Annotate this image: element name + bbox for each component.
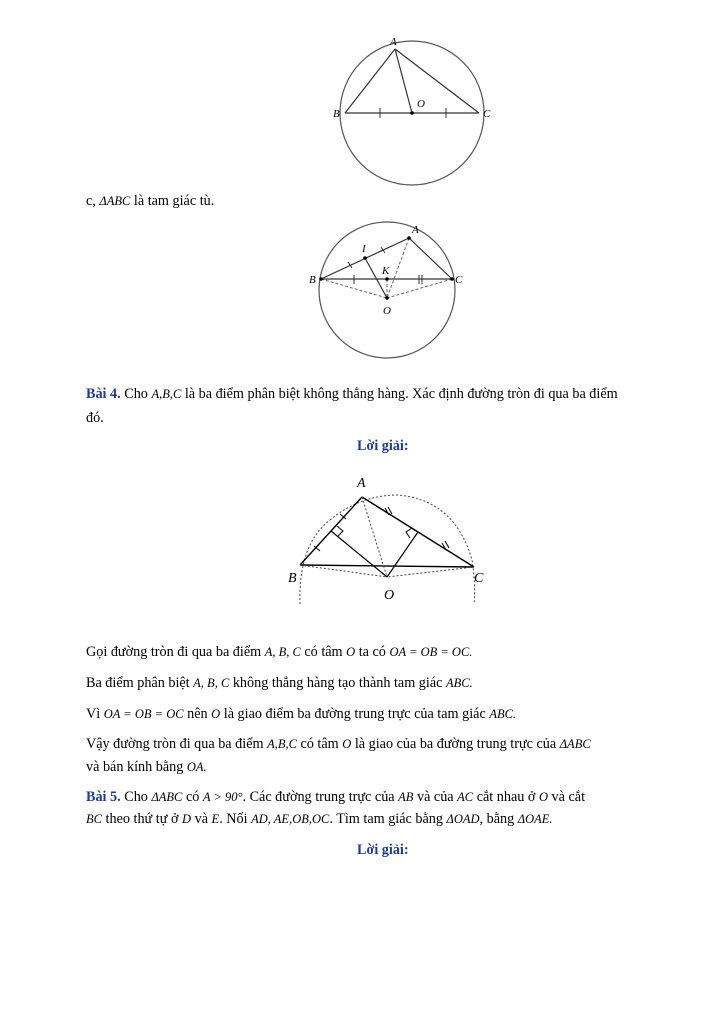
figure-circumcircle-construction (280, 465, 500, 610)
fig1-label-b: B (333, 108, 340, 120)
bai4-label: Bài 4. (86, 386, 121, 402)
fig2-label-c: C (455, 274, 463, 286)
sol4-line5: và bán kính bằng OA. (86, 759, 207, 775)
bai5-line1: Bài 5. Cho ΔABC có A > 90°. Các đường trung trực của AB và của AC cắt nhau ở O và cắt (86, 789, 586, 805)
bai5-line2: BC theo thứ tự ở D và E. Nối AD, AE,OB,OC. Tìm tam giác bằng ΔOAD, bằng ΔOAE. (86, 811, 553, 827)
sol4-line1: Gọi đường tròn đi qua ba điểm A, B, C có tâm O ta có OA = OB = OC. (86, 644, 473, 660)
fig3-label-o: O (384, 588, 395, 603)
fig2-label-a: A (412, 224, 419, 236)
part-c-line: c, ΔABC là tam giác tù. (86, 193, 215, 209)
fig1-label-a: A (390, 36, 397, 48)
bai5-label: Bài 5. (86, 789, 121, 805)
fig3-label-c: C (474, 571, 484, 586)
fig1-label-c: C (483, 108, 491, 120)
bai4-line1: Bài 4. Cho A,B,C là ba điểm phân biệt không thẳng hàng. Xác định đường tròn đi qua ba điểm (86, 386, 618, 402)
sol4-line3: Vì OA = OB = OC nên O là giao điểm ba đường trung trực của tam giác ABC. (86, 706, 517, 722)
sol4-line4: Vậy đường tròn đi qua ba điểm A,B,C có tâm O là giao của ba đường trung trực của ΔABC (86, 736, 591, 752)
fig2-label-o: O (383, 305, 391, 317)
fig3-label-b: B (288, 571, 297, 586)
fig1-label-o: O (417, 98, 425, 110)
bai4-line2: đó. (86, 410, 104, 426)
fig2-label-k: K (382, 265, 390, 277)
fig2-label-b: B (309, 274, 316, 286)
fig3-label-a: A (357, 476, 366, 491)
figure-circle-right-triangle (325, 30, 505, 205)
figure-circle-obtuse-triangle (300, 215, 480, 375)
bai5-solution-heading: Lời giải: (357, 842, 409, 858)
fig2-label-i: I (362, 243, 366, 255)
bai4-solution-heading: Lời giải: (357, 438, 409, 454)
sol4-line2: Ba điểm phân biệt A, B, C không thẳng hàng tạo thành tam giác ABC. (86, 675, 473, 691)
